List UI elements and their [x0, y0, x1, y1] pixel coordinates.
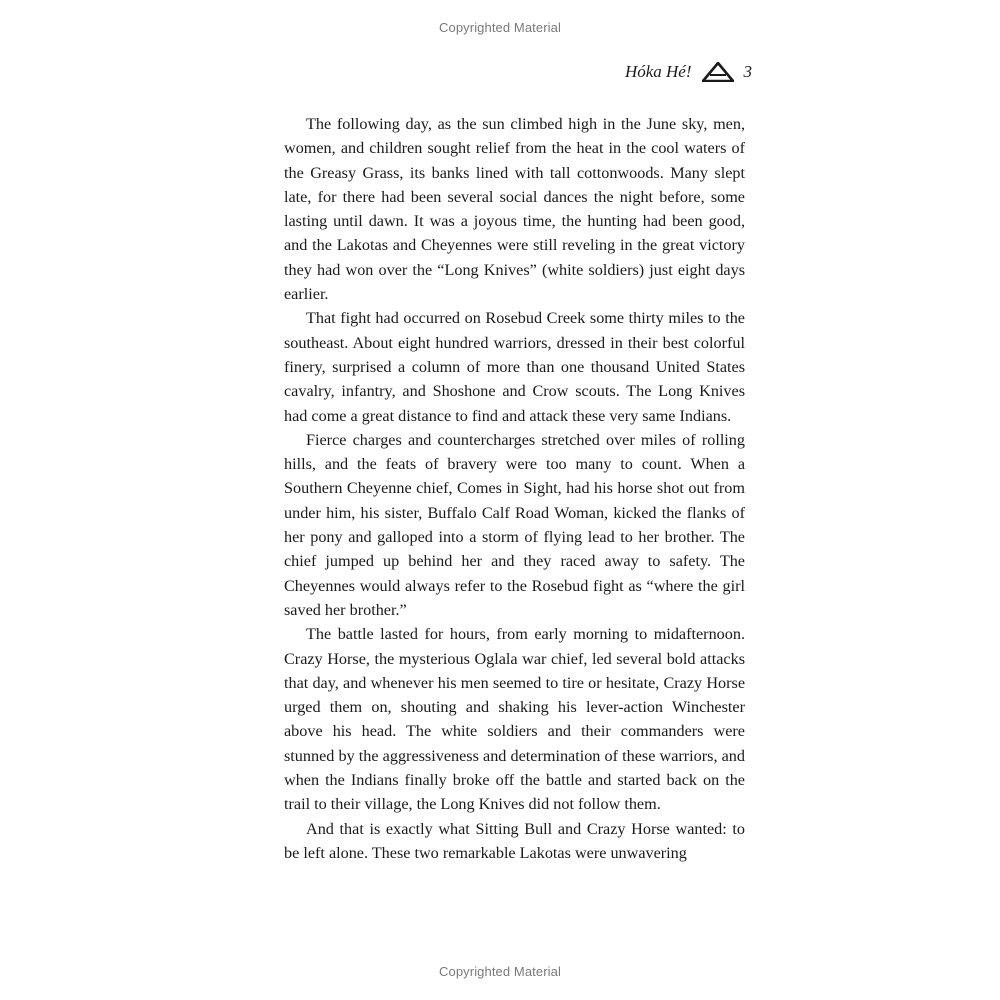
- paragraph: And that is exactly what Sitting Bull and Crazy Horse wanted: to be left alone. These two remarkable Lakotas were unwavering: [284, 819, 745, 862]
- paragraph: The following day, as the sun climbed high in the June sky, men, women, and children sought relief from the heat in the cool waters of the Greasy Grass, its banks lined with tall cottonwoods. Many slept late, for there had been several social dances the night before, some lasting until dawn. It was a joyous time, the hunting had been good, and the Lakotas and Cheyennes were still reveling in the great victory they had won over the “Long Knives” (white soldiers) just eight days earlier.: [284, 115, 745, 304]
- paragraph: The battle lasted for hours, from early morning to midafternoon. Crazy Horse, the mysterious Oglala war chief, led several bold attacks that day, and whenever his men seemed to tire or hesitate, Crazy Horse urged them on, shouting and shaking his lever-action Winchester above his head. The white soldiers and their commanders were stunned by the aggressiveness and determination of these warriors, and when the Indians finally broke off the battle and started back on the trail to their village, the Long Knives did not follow them.: [284, 625, 745, 814]
- triangle-ornament-icon: [702, 62, 734, 82]
- body-text: [284, 112, 745, 865]
- running-head-title: Hóka Hé!: [624, 62, 692, 81]
- copyright-watermark-bottom: Copyrighted Material: [439, 964, 561, 979]
- copyright-watermark-top: Copyrighted Material: [439, 20, 561, 35]
- paragraph: Fierce charges and countercharges stretched over miles of rolling hills, and the feats of bravery were too many to count. When a Southern Cheyenne chief, Comes in Sight, had his horse shot out from under him, his sister, Buffalo Calf Road Woman, kicked the flanks of her pony and galloped into a storm of flying lead to her brother. The chief jumped up behind her and they raced away to safety. The Cheyennes would always refer to the Rosebud fight as “where the girl saved her brother.”: [284, 430, 745, 619]
- running-head: [625, 62, 752, 82]
- page-number: 3: [743, 62, 752, 81]
- paragraph: That fight had occurred on Rosebud Creek some thirty miles to the southeast. About eight hundred warriors, dressed in their best colorful finery, surprised a column of more than one thousand United States cavalry, infantry, and Shoshone and Crow scouts. The Long Knives had come a great distance to find and attack these very same Indians.: [284, 309, 745, 425]
